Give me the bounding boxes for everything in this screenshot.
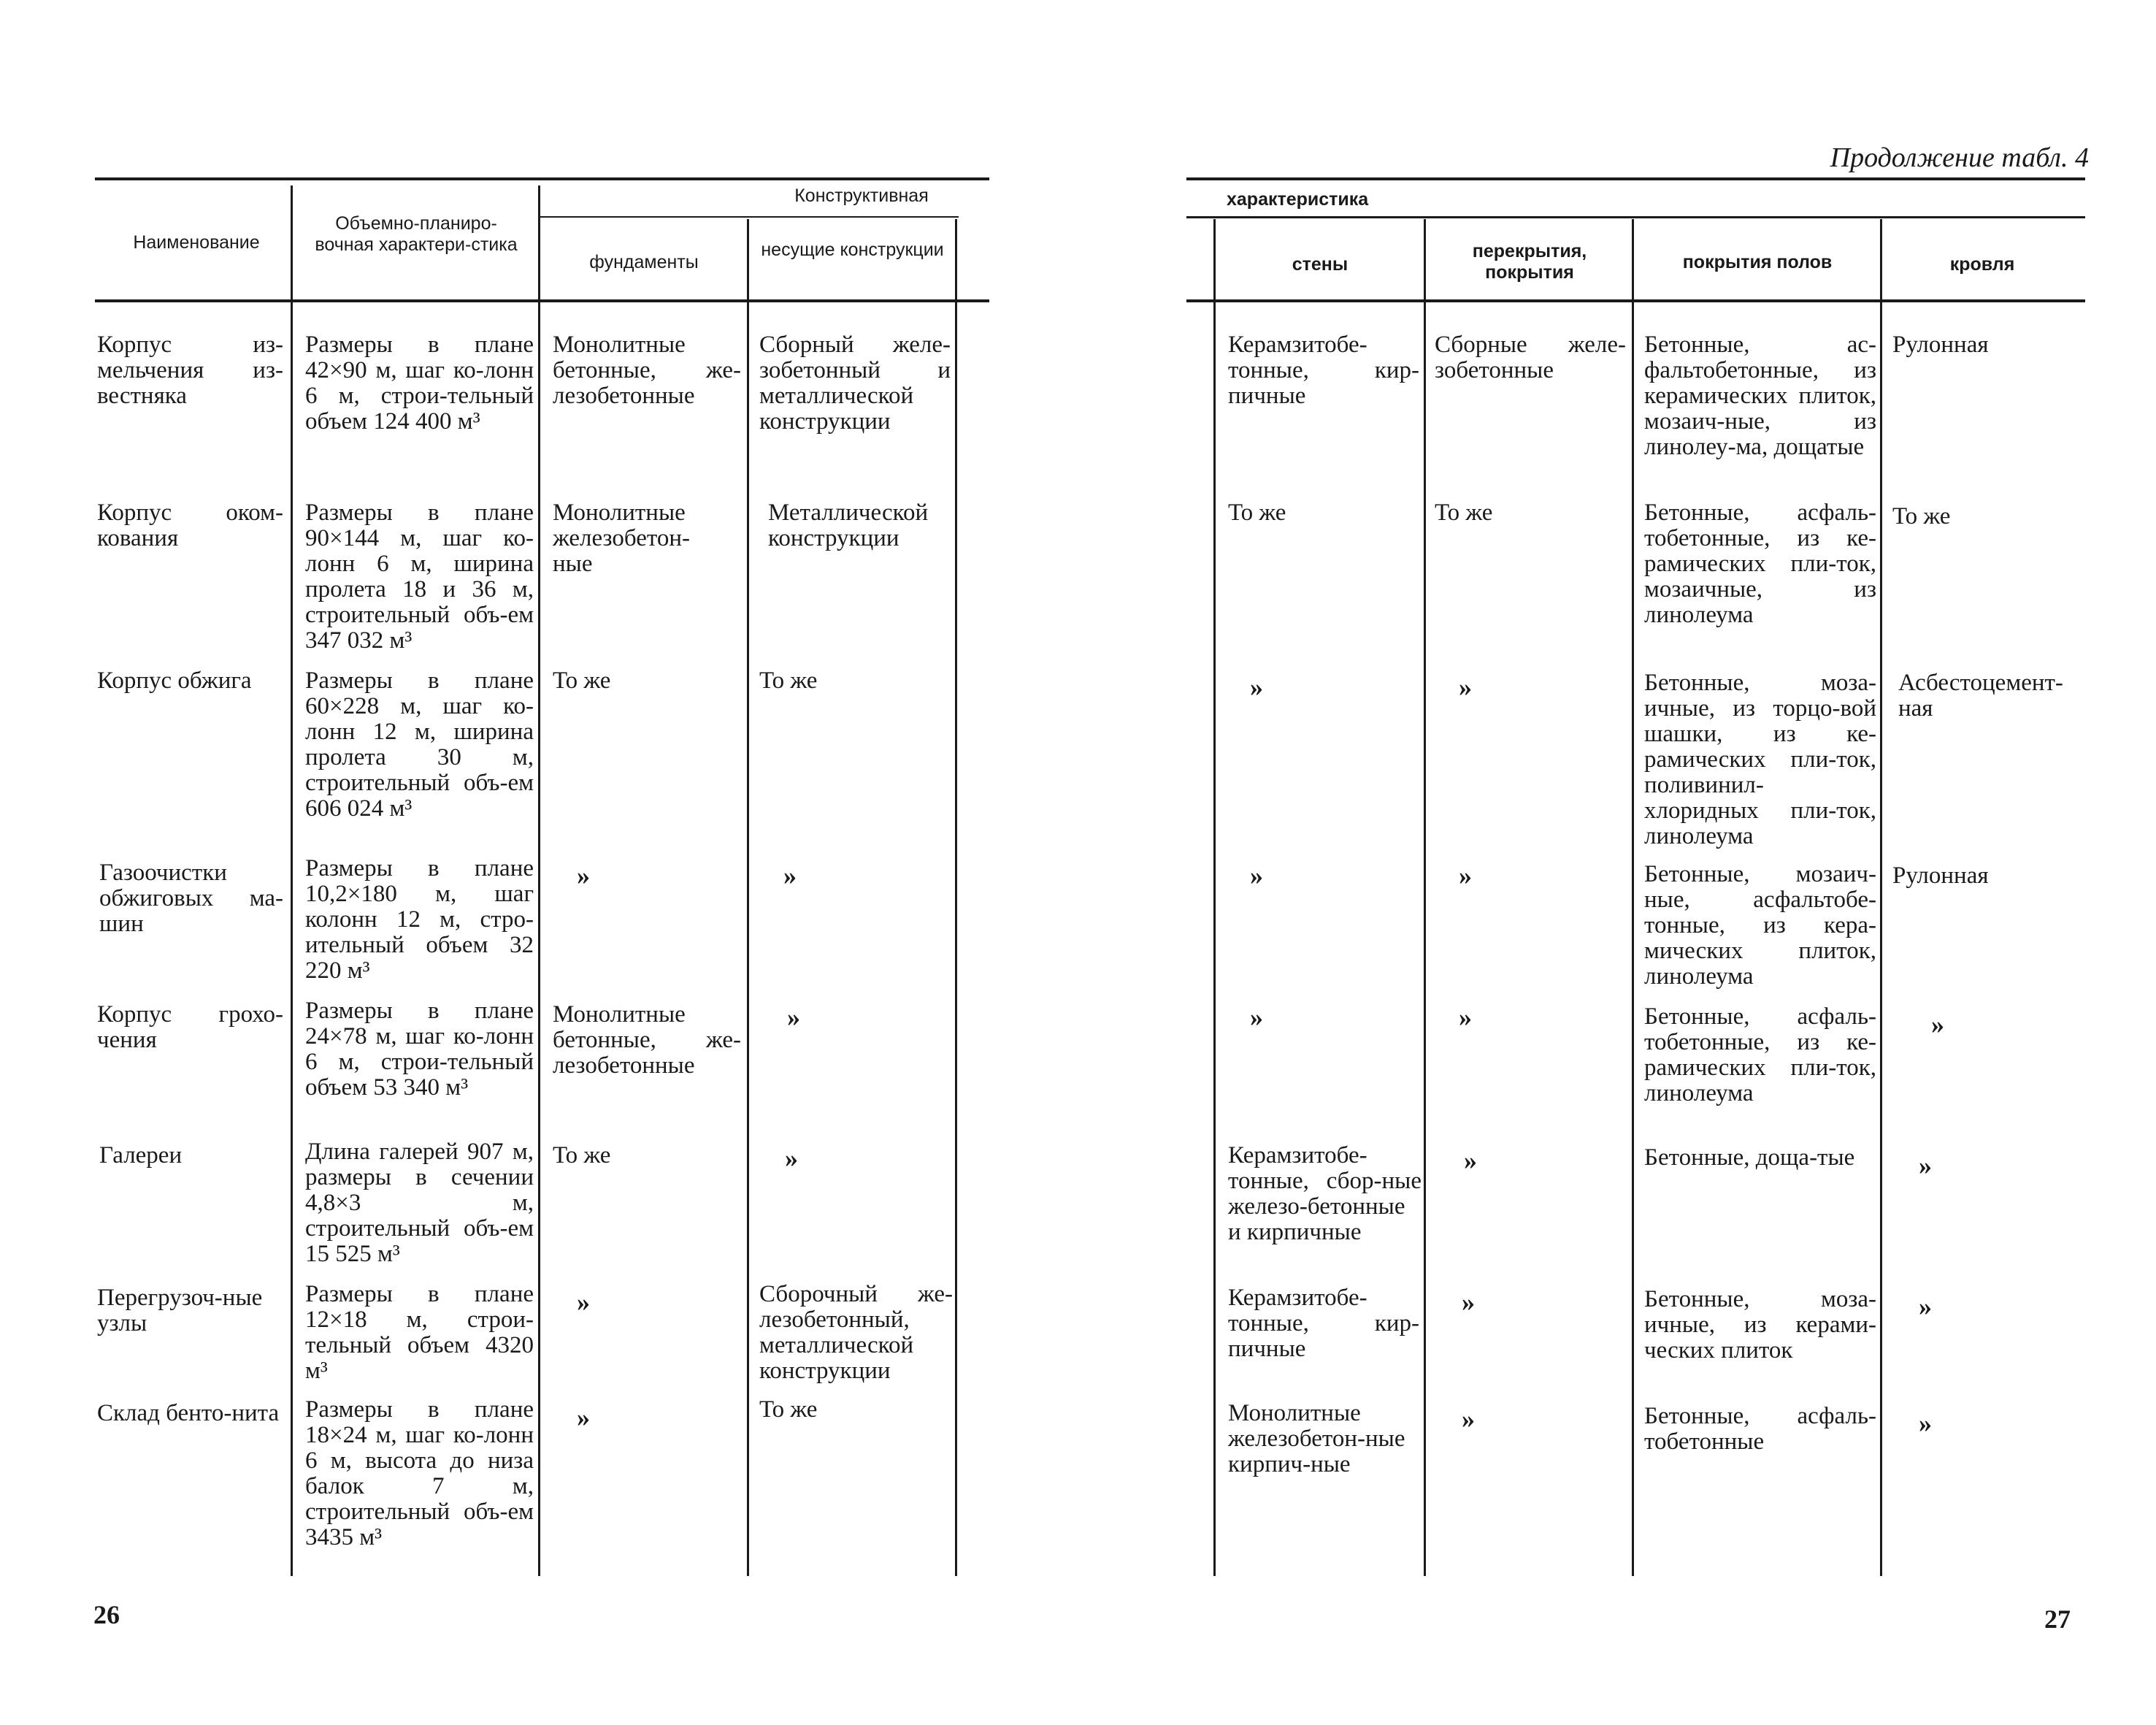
- header-flooring: покрытия полов: [1682, 252, 1833, 272]
- row-4-bearing: »: [787, 1003, 800, 1032]
- row-3-flooring: Бетонные, мозаич-ные, асфальтобе-тонные, из кера-мических плиток, линолеума: [1644, 861, 1876, 990]
- row-1-floors: То же: [1435, 500, 1493, 526]
- row-2-walls: »: [1250, 673, 1263, 702]
- continuation-title: Продолжение табл. 4: [1830, 142, 2089, 173]
- row-3-walls: »: [1250, 861, 1263, 890]
- row-6-flooring: Бетонные, моза-ичные, из керами-ческих плиток: [1644, 1286, 1876, 1363]
- row-2-name: Корпус обжига: [97, 668, 252, 694]
- row-7-roof: »: [1919, 1409, 1932, 1438]
- row-2-plan: Размеры в плане 60×228 м, шаг ко-лонн 12 м, ширина пролета 30 м, строительный объ-ем 606 024 м³: [305, 668, 534, 822]
- row-7-bearing: То же: [759, 1396, 818, 1423]
- left-vline-3: [747, 219, 749, 1576]
- row-1-roof: То же: [1892, 503, 1951, 529]
- row-5-roof: »: [1919, 1151, 1932, 1180]
- row-6-roof: »: [1919, 1292, 1932, 1321]
- row-3-plan: Размеры в плане 10,2×180 м, шаг колонн 12 м, стро-ительный объем 32 220 м³: [305, 855, 534, 984]
- right-vline-1: [1213, 219, 1216, 1576]
- row-6-plan: Размеры в плане 12×18 м, строи-тельный объем 4320 м³: [305, 1281, 534, 1384]
- row-0-name: Корпус из-мельчения из-вестняка: [97, 332, 283, 409]
- row-0-roof: Рулонная: [1892, 332, 1989, 358]
- row-6-name: Перегрузоч-ные узлы: [97, 1285, 263, 1336]
- row-0-floors: Сборные желе-зобетонные: [1435, 332, 1626, 383]
- row-5-name: Галереи: [99, 1142, 183, 1169]
- row-5-bearing: »: [785, 1144, 798, 1173]
- left-vline-2: [538, 185, 540, 1576]
- row-6-walls: Керамзитобе-тонные, кир-пичные: [1228, 1285, 1419, 1362]
- row-4-roof: »: [1931, 1010, 1944, 1039]
- row-1-flooring: Бетонные, асфаль-тобетонные, из ке-рамических пли-ток, мозаичные, из линолеума: [1644, 500, 1876, 628]
- row-4-floors: »: [1459, 1003, 1472, 1032]
- row-0-foundations: Монолитные бетонные, же-лезобетонные: [553, 332, 741, 409]
- row-4-flooring: Бетонные, асфаль-тобетонные, из ке-рамических пли-ток, линолеума: [1644, 1003, 1876, 1106]
- row-2-flooring: Бетонные, моза-ичные, из торцо-вой шашки, из ке-рамических пли-ток, поливинил-хлоридных пли-ток, линолеума: [1644, 670, 1876, 849]
- row-7-walls: Монолитные железобетон-ные кирпич-ные: [1228, 1400, 1405, 1477]
- row-2-roof: Асбестоцемент-ная: [1898, 670, 2063, 722]
- header-group-constructive: Конструктивная: [794, 185, 929, 206]
- row-2-bearing: То же: [759, 668, 818, 694]
- row-1-name: Корпус оком-кования: [97, 500, 283, 551]
- row-5-floors: »: [1464, 1146, 1477, 1175]
- header-group-characteristic: характеристика: [1227, 189, 1369, 210]
- row-3-name: Газоочистки обжиговых ма-шин: [99, 860, 283, 937]
- row-0-bearing: Сборный желе-зобетонный и металлической конструкции: [759, 332, 951, 435]
- row-3-roof: Рулонная: [1892, 862, 1989, 889]
- right-top-rule: [1186, 177, 2085, 180]
- row-2-floors: »: [1459, 673, 1472, 702]
- row-5-plan: Длина галерей 907 м, размеры в сечении 4,8×3 м, строительный объ-ем 15 525 м³: [305, 1139, 534, 1267]
- left-vline-1: [291, 185, 293, 1576]
- header-roof: кровля: [1949, 254, 2015, 275]
- row-7-foundations: »: [577, 1403, 590, 1432]
- left-group-rule: [540, 216, 959, 218]
- header-floors: перекрытия, покрытия: [1472, 241, 1587, 283]
- left-vline-4: [955, 219, 957, 1576]
- row-3-foundations: »: [577, 861, 590, 890]
- row-1-walls: То же: [1228, 500, 1286, 526]
- header-name: Наименование: [133, 232, 260, 253]
- row-7-floors: »: [1462, 1404, 1475, 1434]
- row-1-foundations: Монолитные железобетон-ные: [553, 500, 691, 577]
- right-group-rule: [1186, 216, 2085, 218]
- row-4-plan: Размеры в плане 24×78 м, шаг ко-лонн 6 м, строи-тельный объем 53 340 м³: [305, 998, 534, 1101]
- row-4-foundations: Монолитные бетонные, же-лезобетонные: [553, 1001, 741, 1079]
- right-header-bottom-rule: [1186, 299, 2085, 302]
- row-5-walls: Керамзитобе-тонные, сбор-ные железо-бетонные и кирпичные: [1228, 1142, 1422, 1245]
- row-0-plan: Размеры в плане 42×90 м, шаг ко-лонн 6 м, строи-тельный объем 124 400 м³: [305, 332, 534, 435]
- row-4-walls: »: [1250, 1003, 1263, 1032]
- page-number-left: 26: [93, 1600, 120, 1629]
- row-0-flooring: Бетонные, ас-фальтобетонные, из керамических плиток, мозаич-ные, из линолеу-ма, дощатые: [1644, 332, 1876, 460]
- row-7-name: Склад бенто-нита: [97, 1400, 280, 1426]
- page-number-right: 27: [2044, 1604, 2071, 1634]
- row-2-foundations: То же: [553, 668, 611, 694]
- row-1-bearing: Металлической конструкции: [768, 500, 929, 551]
- left-top-rule: [95, 177, 989, 180]
- left-header-bottom-rule: [95, 299, 989, 302]
- header-bearing: несущие конструкции: [761, 240, 944, 260]
- row-6-floors: »: [1462, 1288, 1475, 1317]
- header-plan: Объемно-планиро-вочная характери-стика: [315, 213, 518, 255]
- row-3-bearing: »: [783, 861, 797, 890]
- row-1-plan: Размеры в плане 90×144 м, шаг ко-лонн 6 м, ширина пролета 18 и 36 м, строительный объ-ем 347 032 м³: [305, 500, 534, 654]
- right-vline-4: [1880, 219, 1882, 1576]
- row-6-foundations: »: [577, 1288, 590, 1317]
- row-5-flooring: Бетонные, доща-тые: [1644, 1144, 1855, 1171]
- row-7-flooring: Бетонные, асфаль-тобетонные: [1644, 1403, 1876, 1455]
- row-7-plan: Размеры в плане 18×24 м, шаг ко-лонн 6 м, высота до низа балок 7 м, строительный объ-ем 3435 м³: [305, 1396, 534, 1550]
- right-vline-3: [1632, 219, 1634, 1576]
- row-5-foundations: То же: [553, 1142, 611, 1169]
- row-3-floors: »: [1459, 861, 1472, 890]
- header-walls: стены: [1292, 254, 1349, 275]
- right-vline-2: [1424, 219, 1426, 1576]
- row-0-walls: Керамзитобе-тонные, кир-пичные: [1228, 332, 1419, 409]
- header-foundations: фундаменты: [589, 252, 699, 272]
- row-6-bearing: Сборочный же-лезобетонный, металлической конструкции: [759, 1281, 953, 1384]
- row-4-name: Корпус грохо-чения: [97, 1001, 283, 1053]
